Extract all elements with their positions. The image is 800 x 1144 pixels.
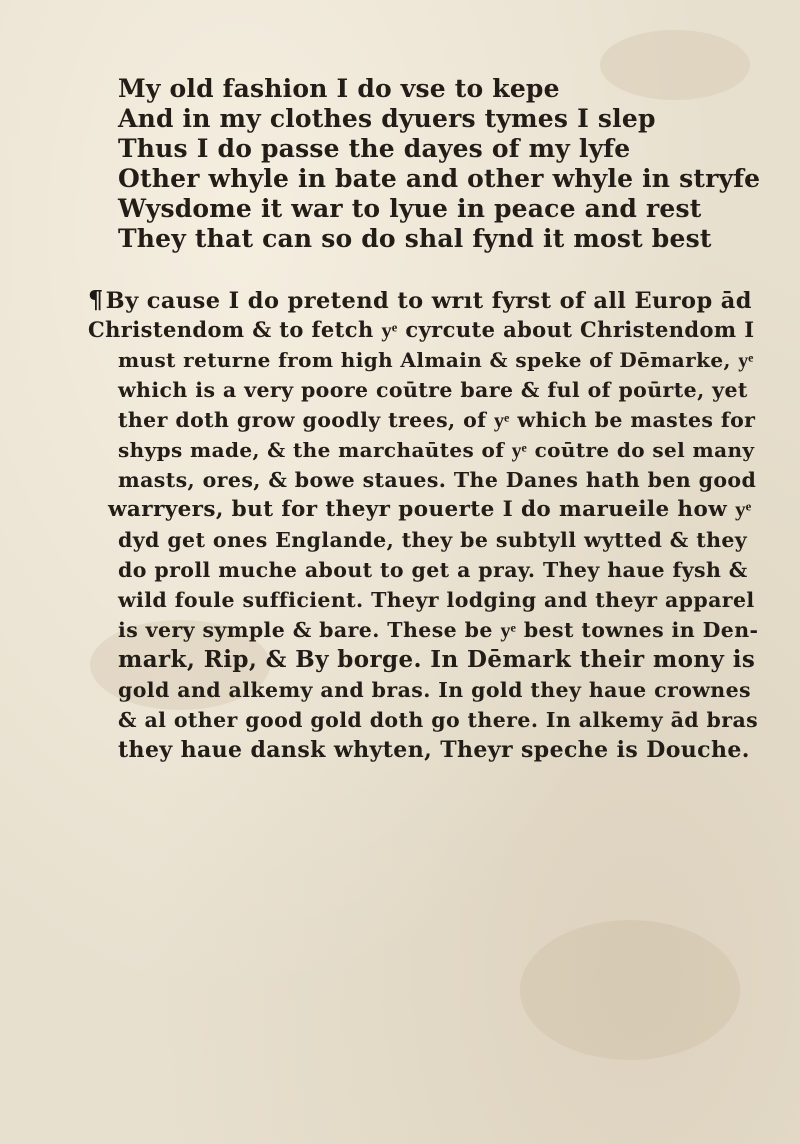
paragraph-line: which is a very poore coūtre bare & ful of poūrte, yet xyxy=(118,378,748,402)
verse-line: They that can so do shal fynd it most best xyxy=(118,224,712,253)
paragraph-line: they haue dansk whyten, Theyr speche is Douche. xyxy=(118,737,750,763)
paragraph-line xyxy=(88,285,758,315)
text-block xyxy=(88,74,761,765)
verse xyxy=(118,74,761,254)
verse-line: And in my clothes dyuers tymes I slep xyxy=(118,104,656,133)
pilcrow-icon: ¶ xyxy=(88,285,104,314)
paragraph-line: mark, Rip, & By borge. In Dēmark their mony is xyxy=(118,646,756,673)
paragraph-line: must returne from high Almain & speke of Dēmarke, yͤ xyxy=(118,348,754,372)
paper-stain xyxy=(520,920,740,1060)
verse-line: Other whyle in bate and other whyle in stryfe xyxy=(118,164,761,193)
paragraph-line: wild foule sufficient. Theyr lodging and theyr apparel xyxy=(118,588,755,612)
paragraph-line: gold and alkemy and bras. In gold they haue crownes xyxy=(118,678,751,702)
paragraph-line: do proll muche about to get a pray. They haue fysh & xyxy=(118,558,748,582)
paragraph-line: warryers, but for theyr pouerte I do marueile how yͤ xyxy=(108,497,752,522)
paragraph-line: masts, ores, & bowe staues. The Danes hath ben good xyxy=(118,468,757,492)
verse-line: My old fashion I do vse to kepe xyxy=(118,74,560,103)
verse-line: Wysdome it war to lyue in peace and rest xyxy=(118,194,702,223)
paragraph-line: ther doth grow goodly trees, of yͤ which be mastes for xyxy=(118,408,756,432)
paragraph-line: shyps made, & the marchaūtes of yͤ coūtre do sel many xyxy=(118,438,755,462)
paragraph-line: is very symple & bare. These be yͤ best townes in Den- xyxy=(118,618,759,642)
paragraph-line: dyd get ones Englande, they be subtyll wytted & they xyxy=(118,528,748,552)
paragraph xyxy=(88,285,759,765)
paragraph-line: & al other good gold doth go there. In alkemy ād bras xyxy=(118,708,759,732)
paragraph-line-text: By cause I do pretend to wrıt fyrst of all Europ ād xyxy=(105,288,752,314)
paragraph-line: Christendom & to fetch yͤ cyrcute about Christendom I xyxy=(88,317,755,342)
verse-line: Thus I do passe the dayes of my lyfe xyxy=(118,134,631,163)
